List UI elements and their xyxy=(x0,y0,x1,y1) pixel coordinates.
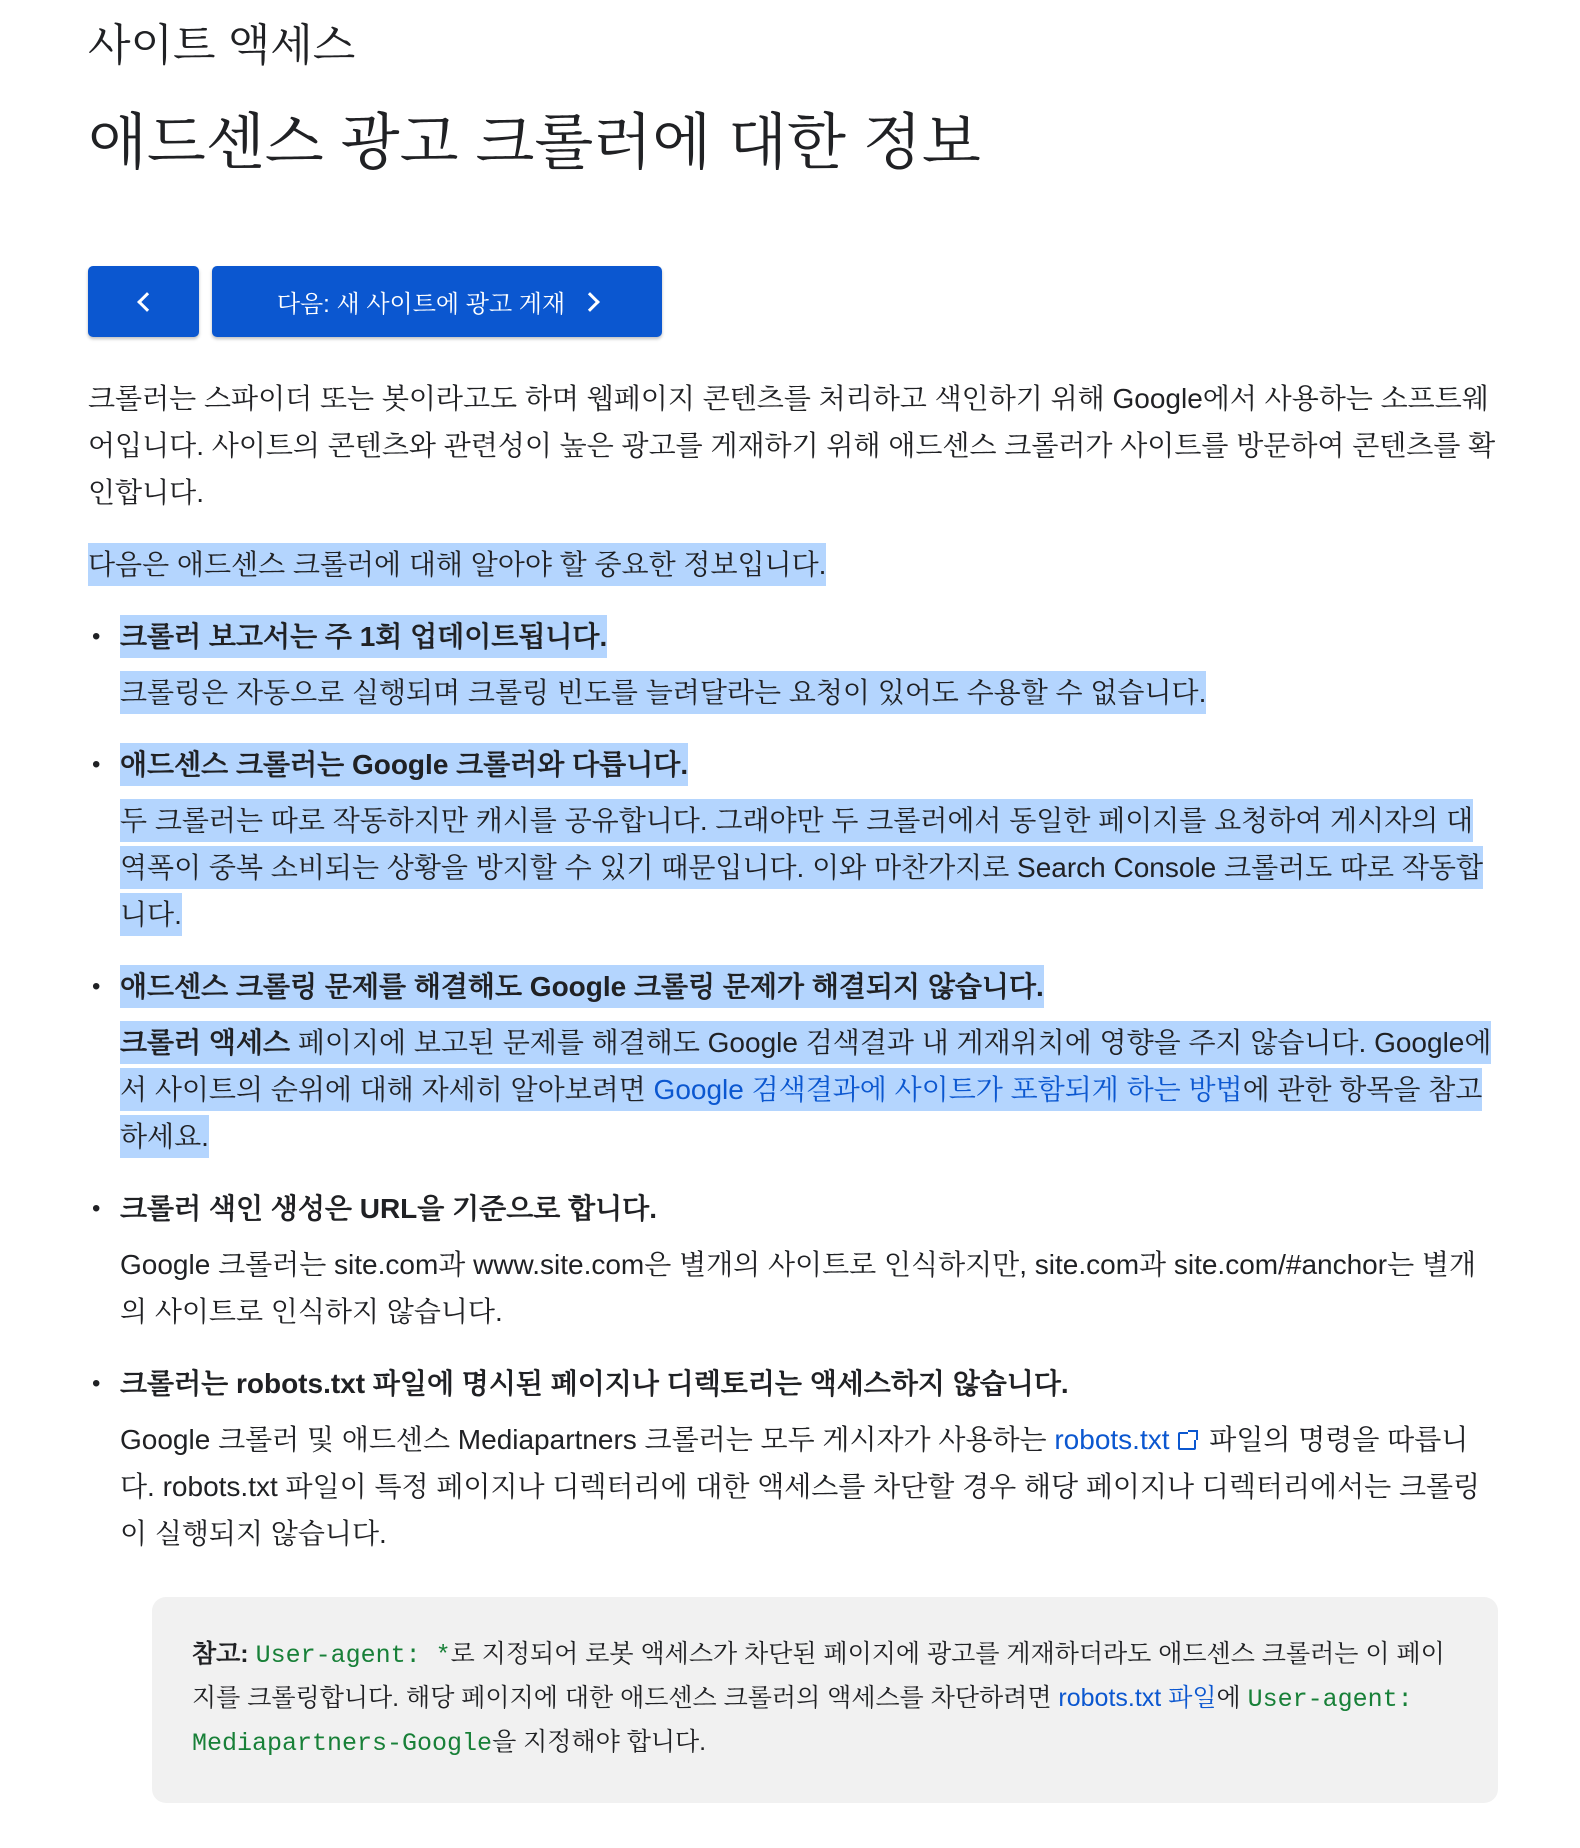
note-text: 에 xyxy=(1216,1684,1248,1712)
lead-text: 다음은 애드센스 크롤러에 대해 알아야 할 중요한 정보입니다. xyxy=(88,543,826,586)
note-box xyxy=(152,1597,1498,1803)
item-body: 페이지에 보고된 문제를 해결해도 Google 검색결과 내 게재위치에 영향을 주지 않습니다. Google에서 사이트의 순위에 대해 자세히 알아보려면 xyxy=(120,1027,1492,1105)
list-item xyxy=(88,613,1498,716)
note-label: 참고: xyxy=(192,1640,249,1668)
note-text: 을 지정해야 합니다. xyxy=(492,1728,707,1756)
article xyxy=(88,0,1498,1803)
chevron-left-icon xyxy=(137,292,157,312)
lead-paragraph xyxy=(88,541,1498,588)
note-text: 로 지정되어 로봇 액세스가 차단된 페이지에 광고를 게재하더라도 애드센스 크롤러는 이 페이지를 크롤링합니다. 해당 페이지에 대한 애드센스 크롤러의 액세스를 차단하려면 xyxy=(192,1640,1445,1712)
nav-buttons xyxy=(88,266,1498,337)
page-title: 애드센스 광고 크롤러에 대한 정보 xyxy=(88,108,981,176)
info-list xyxy=(88,613,1498,1803)
robots-txt-link[interactable] xyxy=(1054,1424,1201,1455)
search-results-link[interactable]: Google 검색결과에 사이트가 포함되게 하는 방법 xyxy=(653,1074,1243,1105)
item-title: • 크롤러는 robots.txt 파일에 명시된 페이지나 디렉토리는 액세스하지 않습니다. xyxy=(120,1368,1069,1399)
item-body-bold: 크롤러 액세스 xyxy=(120,1027,291,1058)
item-body: 두 크롤러는 따로 작동하지만 캐시를 공유합니다. 그래야만 두 크롤러에서 동일한 페이지를 요청하여 게시자의 대역폭이 중복 소비되는 상황을 방지할 수 있기 때문입니다. 이와 마찬가지로 Search Console 크롤러도 따로 작동합니다. xyxy=(120,799,1483,936)
next-button-label: 다음: 새 사이트에 광고 게재 xyxy=(276,291,566,318)
item-title: • 크롤러 색인 생성은 URL을 기준으로 합니다. xyxy=(120,1193,657,1224)
external-link-icon xyxy=(1178,1432,1196,1450)
item-body: Google 크롤러는 site.com과 www.site.com은 별개의 사이트로 인식하지만, site.com과 site.com/#anchor는 별개의 사이트로 인식하지 않습니다. xyxy=(120,1249,1476,1327)
note-code: User-agent: Mediapartners-Google xyxy=(192,1685,1413,1758)
list-item xyxy=(88,963,1498,1160)
previous-button[interactable] xyxy=(88,266,199,337)
note-code: User-agent: * xyxy=(255,1641,451,1670)
list-item xyxy=(88,741,1498,938)
next-button[interactable] xyxy=(212,266,662,337)
item-title: 애드센스 크롤링 문제를 해결해도 Google 크롤링 문제가 해결되지 않습니다. xyxy=(120,965,1044,1008)
intro-paragraph: 크롤러는 스파이더 또는 봇이라고도 하며 웹페이지 콘텐츠를 처리하고 색인하기 위해 Google에서 사용하는 소프트웨어입니다. 사이트의 콘텐츠와 관련성이 높은 광고를 게재하기 위해 애드센스 크롤러가 사이트를 방문하여 콘텐츠를 확인합니다. xyxy=(88,383,1496,508)
item-body: 파일의 명령을 따릅니다. robots.txt 파일이 특정 페이지나 디렉터리에 대한 액세스를 차단할 경우 해당 페이지나 디렉터리에서는 크롤링이 실행되지 않습니다. xyxy=(120,1424,1481,1549)
robots-txt-link-label: robots.txt xyxy=(1054,1424,1170,1455)
chevron-right-icon xyxy=(580,292,600,312)
list-item xyxy=(88,1360,1498,1803)
item-title: 애드센스 크롤러는 Google 크롤러와 다릅니다. xyxy=(120,743,688,786)
section-subtitle: 사이트 액세스 xyxy=(88,21,356,70)
item-title: 크롤러 보고서는 주 1회 업데이트됩니다. xyxy=(120,615,607,658)
item-body: Google 크롤러 및 애드센스 Mediapartners 크롤러는 모두 게시자가 사용하는 xyxy=(120,1424,1055,1455)
item-body: 크롤링은 자동으로 실행되며 크롤링 빈도를 늘려달라는 요청이 있어도 수용할 수 없습니다. xyxy=(120,671,1206,714)
robots-txt-file-link[interactable]: robots.txt 파일 xyxy=(1058,1684,1217,1712)
item-body: 에 관한 항목을 참고하세요. xyxy=(120,1074,1483,1152)
list-item xyxy=(88,1185,1498,1335)
